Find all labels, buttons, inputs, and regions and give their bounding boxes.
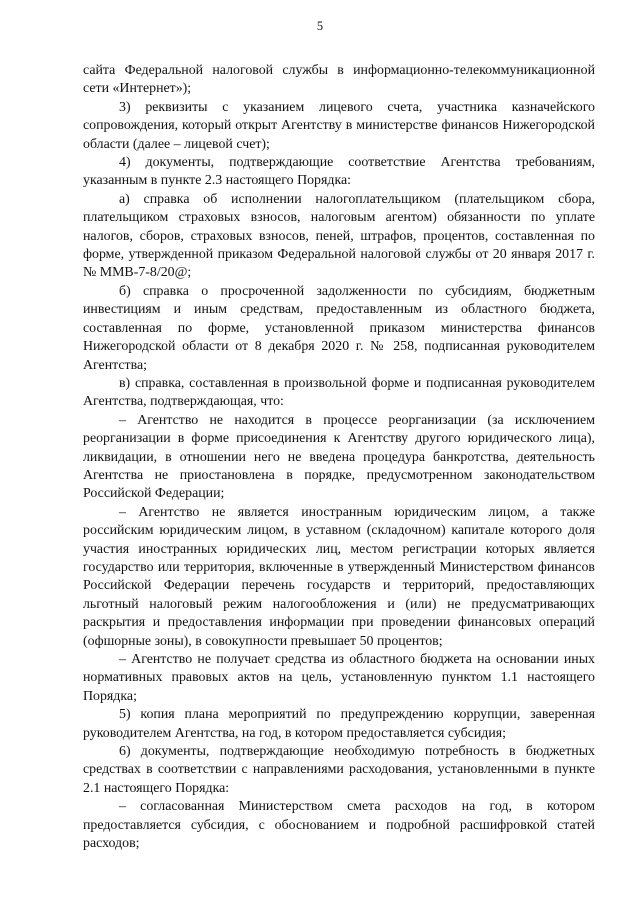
paragraph: б) справка о просроченной задолженности по субсидиям, бюджетным инвестициям и иным средствам, предоставленным из областного бюджета, составленная по форме, установленной приказом министерства финансов Нижегородской области от 8 декабря 2020 г. № 258, подписанная руководителем Агентства; xyxy=(83,283,595,373)
paragraph: 4) документы, подтверждающие соответствие Агентства требованиям, указанным в пункте 2.3 настоящего Порядка: xyxy=(83,155,595,189)
paragraph: в) справка, составленная в произвольной форме и подписанная руководителем Агентства, подтверждающая, что: xyxy=(83,375,595,410)
paragraph: – Агентство не находится в процессе реорганизации (за исключением реорганизации в форме присоединения к Агентству другого юридического лица), ликвидации, в отношении него не введена процедура банкротства, деятельность Агентства не приостановлена в порядке, предусмотренном законодательством Российской Федерации; xyxy=(83,412,595,502)
paragraph: – Агентство не получает средства из областного бюджета на основании иных нормативных правовых актов на цель, установленную пунктом 1.1 настоящего Порядка; xyxy=(83,652,595,704)
document-body xyxy=(83,62,595,853)
paragraph: – Агентство не является иностранным юридическим лицом, а также российским юридическим лицом, в уставном (складочном) капитале которого доля участия иностранных юридических лиц, местом регистрации которых является государство или территория, включенные в утвержденный Министерством финансов Российской Федерации перечень государств и территорий, предоставляющих льготный налоговый режим налогообложения и (или) не предусматривающих раскрытия и предоставления информации при проведении финансовых операций (офшорные зоны), в совокупности превышает 50 процентов; xyxy=(83,504,595,649)
paragraph: а) справка об исполнении налогоплательщиком (плательщиком сбора, плательщиком страховых взносов, налоговым агентом) обязанности по уплате налогов, сборов, страховых взносов, пеней, штрафов, процентов, составленная по форме, утвержденной приказом Федеральной налоговой службы от 20 января 2017 г. № ММВ-7-8/20@; xyxy=(83,191,595,281)
paragraph: 5) копия плана мероприятий по предупреждению коррупции, заверенная руководителем Агентства, на год, в котором предоставляется субсидия; xyxy=(83,707,595,741)
paragraph: сайта Федеральной налоговой службы в информационно-телекоммуникационной сети «Интернет»); xyxy=(83,63,595,97)
paragraph: – согласованная Министерством смета расходов на год, в котором предоставляется субсидия, с обоснованием и подробной расшифровкой статей расходов; xyxy=(83,799,595,852)
paragraph: 3) реквизиты с указанием лицевого счета, участника казначейского сопровождения, который открыт Агентству в министерстве финансов Нижегородской области (далее – лицевой счет); xyxy=(83,99,595,152)
paragraph: 6) документы, подтверждающие необходимую потребность в бюджетных средствах в соответствии с направлениями расходования, установленными в пункте 2.1 настоящего Порядка: xyxy=(83,744,595,796)
page-number: 5 xyxy=(316,19,324,33)
